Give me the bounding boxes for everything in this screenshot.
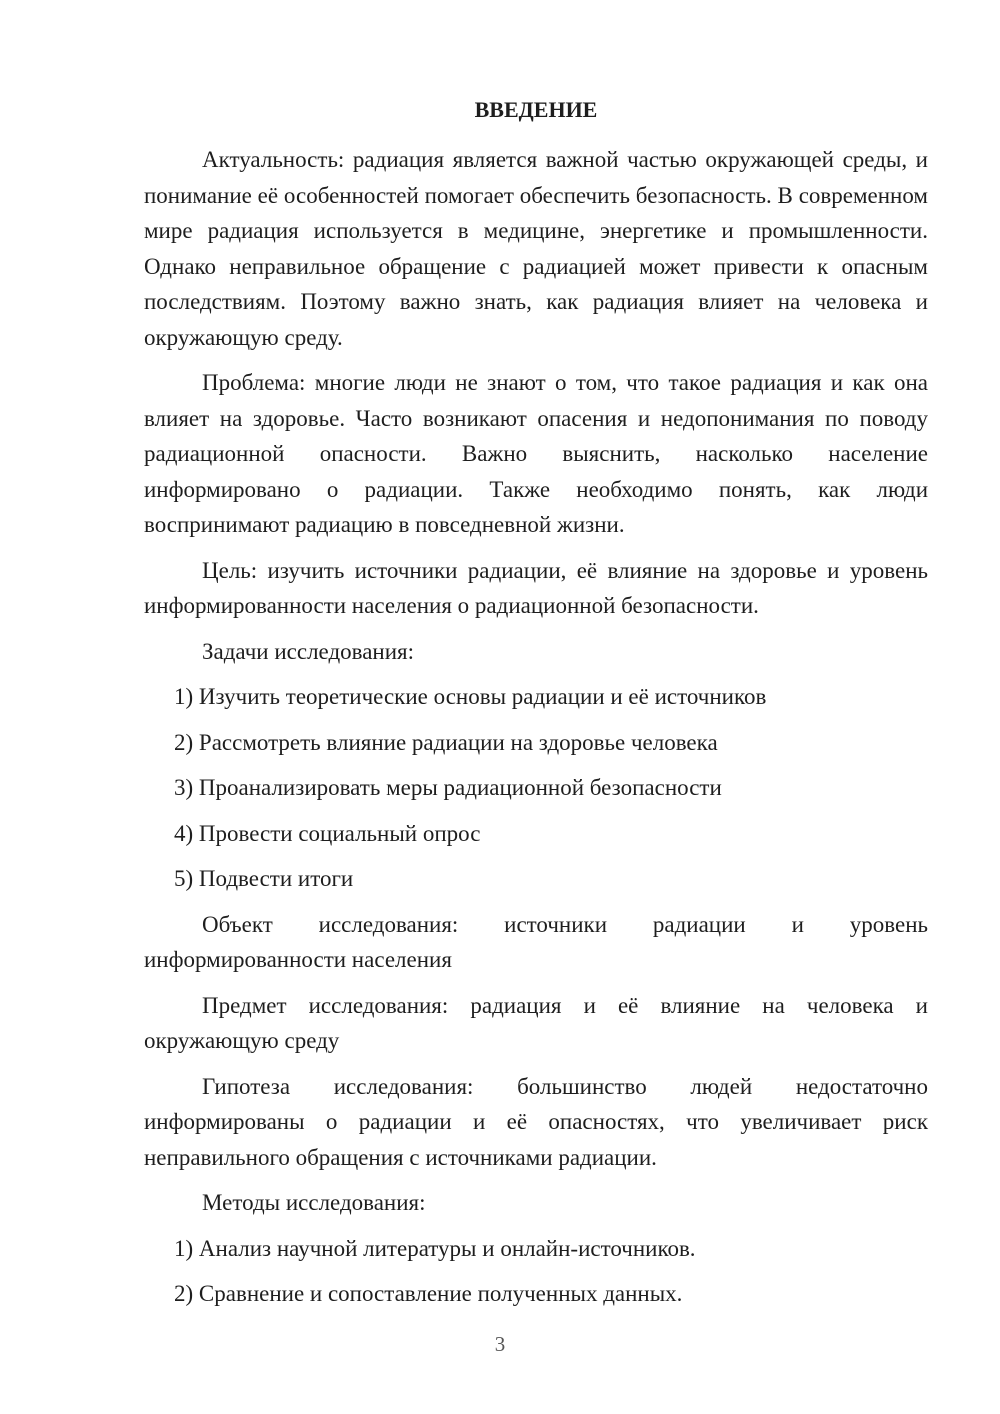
tasks-heading: Задачи исследования: (202, 638, 415, 664)
tasks-list (144, 679, 928, 897)
relevance-paragraph: Актуальность: радиация является важной частью окружающей среды, и понимание её особенностей помогает обеспечить безопасность. В современном мире радиация используется в медицине, энергетике и промышленности. Однако неправильное обращение с радиацией может привести к опасным последствиям. Поэтому важно знать, как радиация влияет на человека и окружающую среду. (144, 147, 928, 350)
methods-list (144, 1231, 928, 1312)
method-item-2: 2) Сравнение и сопоставление полученных данных. (174, 1281, 683, 1306)
task-item-5: 5) Подвести итоги (174, 866, 354, 891)
object-paragraph: Объект исследования: источники радиации и уровень информированности населения (144, 911, 928, 972)
section-title: ВВЕДЕНИЕ (474, 97, 598, 122)
page-number: 3 (494, 1332, 506, 1356)
task-item-3: 3) Проанализировать меры радиационной безопасности (174, 775, 722, 800)
methods-heading: Методы исследования: (202, 1190, 426, 1215)
problem-paragraph: Проблема: многие люди не знают о том, что такое радиация и как она влияет на здоровье. Часто возникают опасения и недопонимания по поводу радиационной опасности. Важно выяснить, насколько население информировано о радиации. Также необходимо понять, как люди воспринимают радиацию в повседневной жизни. (144, 370, 928, 537)
document-body (144, 94, 928, 1322)
task-item-4: 4) Провести социальный опрос (174, 820, 481, 846)
task-item-1: 1) Изучить теоретические основы радиации и её источников (174, 684, 767, 709)
subject-paragraph: Предмет исследования: радиация и её влияние на человека и окружающую среду (144, 992, 928, 1053)
task-item-2: 2) Рассмотреть влияние радиации на здоровье человека (174, 729, 718, 755)
hypothesis-paragraph: Гипотеза исследования: большинство людей недостаточно информированы о радиации и её опасностях, что увеличивает риск неправильного обращения с источниками радиации. (144, 1073, 928, 1170)
method-item-1: 1) Анализ научной литературы и онлайн-источников. (174, 1235, 696, 1261)
goal-paragraph: Цель: изучить источники радиации, её влияние на здоровье и уровень информированности населения о радиационной безопасности. (144, 557, 928, 618)
